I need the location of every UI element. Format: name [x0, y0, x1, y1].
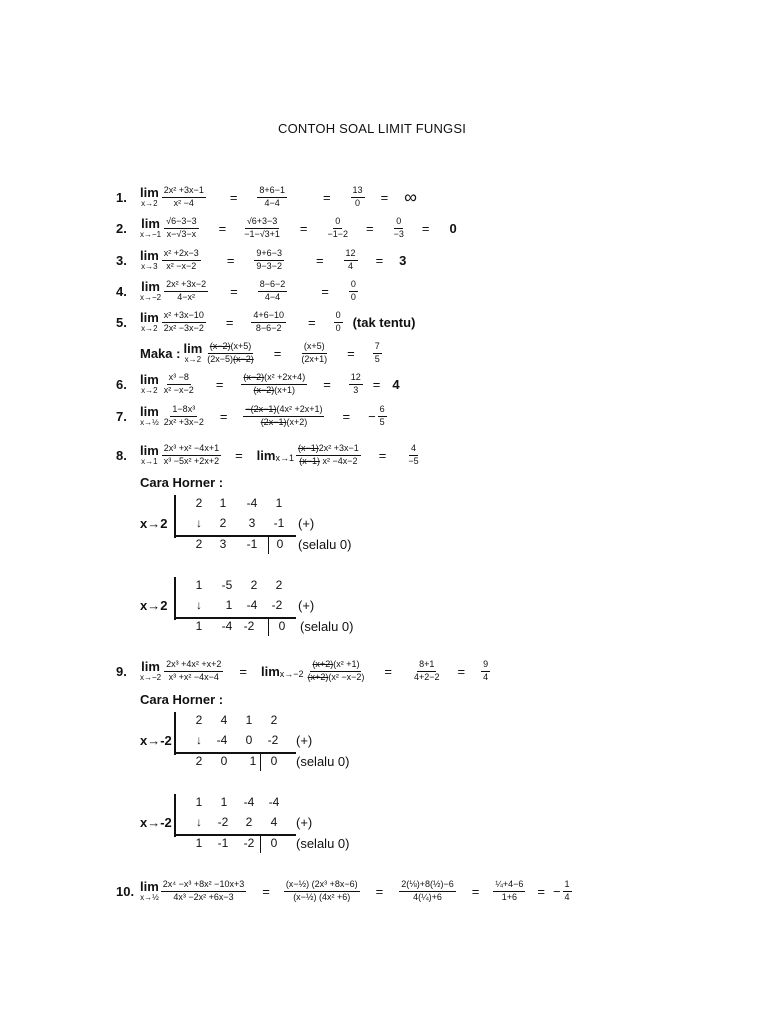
problem-number: 6. [116, 376, 127, 392]
fraction: $\frac{13}{0}$ [352, 185, 363, 208]
fraction: $\frac{\text{x³ −8}}{\text{x² −x−2}}$ [163, 372, 194, 395]
problem-10: 10. lim x→½ $\frac{\text{2x⁴ −x³ +8x² −10x+3}}{\text{4x³ −2x² +6x−3}}$ = $\frac{\text{(x−½) (2x³ +8x−6)}}{\text{(x−½) (4x² +6)}}$ = $\frac{\text{2(⅛)+8(½)−6}}{\text{4(¼)+6}}$ = $\frac{\text{¼+4−6}}{1+6}$ = − $\frac{1}{4}$ [116, 879, 570, 902]
problem-number: 1. [116, 189, 127, 205]
fraction: $\frac{0}{0}$ [350, 279, 356, 302]
limit-operator: lim x→1 [140, 443, 159, 466]
fraction: $\frac{\text{−(2x−1)(4x² +2x+1)}}{(2x-1)(x+2)}$ [245, 404, 323, 427]
limit-operator: lim x→2 [140, 185, 159, 208]
page-title: CONTOH SOAL LIMIT FUNGSI [278, 121, 467, 136]
horner-root: x→-2 [140, 815, 172, 830]
fraction: $\frac{8+6-1}{4-4}$ [259, 185, 285, 208]
fraction: $\frac{12}{3}$ [350, 372, 361, 395]
limit-operator: lim x→2 [183, 341, 203, 364]
problem-9: 9. lim x→−2 $\frac{\text{2x³ +4x² +x+2}}{\text{x³ +x² −4x−4}}$ = lim x→−2 $\frac{\text{(x+2)(x² +1)}}{\text{(x+2)(x² −x−2)}}$ = $\frac{8+1}{4+2-2}$ = $\frac{9}{4}$ [116, 659, 489, 682]
result: 0 [449, 220, 457, 236]
fraction: $\frac{7}{5}$ [374, 341, 380, 364]
fraction: $\frac{(x+5)}{(2x+1)}$ [301, 341, 328, 364]
problem-1: 1. lim x→2 $\frac{\text{2x² +3x−1}}{\text{x² −4}}$ = $\frac{8+6-1}{4-4}$ = $\frac{13}{0}$ = ∞ [116, 185, 417, 208]
fraction: $\frac{1}{4}$ [564, 879, 570, 902]
fraction: $\frac{√6-3-3}{x-√3-x}$ [166, 216, 197, 239]
problem-7: 7. lim x→½ $\frac{\text{1−8x³}}{\text{2x² +3x−2}}$ = $\frac{\text{−(2x−1)(4x² +2x+1)}}{(2x-1)(x+2)}$ = − $\frac{6}{5}$ [116, 404, 385, 427]
fraction: $\frac{12}{4}$ [345, 248, 356, 271]
limit-operator: lim x→−2 [140, 279, 162, 302]
fraction: $\frac{\text{x² +3x−10}}{\text{2x² −3x−2}}$ [163, 310, 204, 333]
problem-number: 2. [116, 220, 127, 236]
fraction: $\frac{4}{-5}$ [408, 443, 419, 466]
horner-label: Cara Horner : [140, 692, 224, 707]
fraction: $\frac{\text{2x³ +4x² +x+2}}{\text{x³ +x² −4x−4}}$ [166, 659, 222, 682]
problem-2: 2. lim x→−1 $\frac{√6-3-3}{x-√3-x}$ = $\frac{√6+3-3}{-1-√3+1}$ = $\frac{0}{-1-2}$ = $\frac{0}{-3}$ = 0 [116, 216, 457, 239]
fraction: $\frac{\text{(x−½) (2x³ +8x−6)}}{\text{(x−½) (4x² +6)}}$ [285, 879, 358, 902]
horner-root: x→2 [140, 598, 168, 613]
fraction: $\frac{6}{5}$ [379, 404, 385, 427]
problem-number: 4. [116, 283, 127, 299]
fraction: $\frac{\text{(x+2)(x² +1)}}{\text{(x+2)(x² −x−2)}}$ [307, 659, 365, 682]
fraction: $\frac{\text{¼+4−6}}{1+6}$ [495, 879, 524, 902]
fraction: $\frac{8-6-2}{4-4}$ [259, 279, 286, 302]
limit-operator: lim x→½ [140, 404, 159, 427]
limit-operator: lim x→−2 [140, 659, 162, 682]
fraction: $\frac{9}{4}$ [483, 659, 489, 682]
problem-number: 9. [116, 663, 127, 679]
note-text: (tak tentu) [352, 314, 416, 330]
problem-number: 10. [116, 883, 135, 899]
problem-6: 6. lim x→2 $\frac{\text{x³ −8}}{\text{x² −x−2}}$ = $\frac{\text{(x−2)(x² +2x+4)}}{(x-2)(x+1)}$ = $\frac{12}{3}$ = 4 [116, 372, 400, 395]
fraction: $\frac{√6+3-3}{-1-√3+1}$ [244, 216, 280, 239]
limit-operator: lim x→−1 [140, 216, 162, 239]
horner-label: Cara Horner : [140, 475, 224, 490]
fraction: $\frac{\text{1−8x³}}{\text{2x² +3x−2}}$ [163, 404, 204, 427]
fraction: $\frac{\text{2x⁴ −x³ +8x² −10x+3}}{\text{4x³ −2x² +6x−3}}$ [162, 879, 245, 902]
problem-4: 4. lim x→−2 $\frac{\text{2x² +3x−2}}{\text{4−x²}}$ = $\frac{8-6-2}{4-4}$ = $\frac{0}{0}$ [116, 279, 356, 302]
fraction: $\frac{0}{-1-2}$ [327, 216, 349, 239]
problem-number: 8. [116, 447, 127, 463]
problem-5-continuation: Maka : lim x→2 $\frac{(x-2)(x+5)}{(2x-5)(x-2)}$ = $\frac{(x+5)}{(2x+1)}$ = $\frac{7}{5}$ [140, 341, 380, 364]
limit-operator: lim x→2 [140, 372, 159, 395]
problem-number: 5. [116, 314, 127, 330]
fraction: $\frac{0}{0}$ [335, 310, 341, 333]
result: 3 [399, 252, 407, 268]
limit-operator: lim x→½ [140, 879, 159, 902]
fraction: $\frac{\text{(x−1)2x² +3x−1}}{\text{(x−1) x² −4x−2}}$ [297, 443, 359, 466]
fraction: $\frac{8+1}{4+2-2}$ [413, 659, 440, 682]
result: ∞ [404, 186, 417, 207]
fraction: $\frac{\text{(x−2)(x² +2x+4)}}{(x-2)(x+1)}$ [243, 372, 306, 395]
limit-operator: lim x→3 [140, 248, 159, 271]
fraction: $\frac{\text{2x² +3x−2}}{\text{4−x²}}$ [166, 279, 207, 302]
problem-number: 3. [116, 252, 127, 268]
fraction: $\frac{0}{-3}$ [393, 216, 404, 239]
fraction: $\frac{\text{2x³ +x² −4x+1}}{\text{x³ −5x² +2x+2}}$ [163, 443, 220, 466]
fraction: $\frac{(x-2)(x+5)}{(2x-5)(x-2)}$ [207, 341, 254, 364]
result: 4 [392, 376, 400, 392]
fraction: $\frac{\text{2(⅛)+8(½)−6}}{\text{4(¼)+6}}$ [401, 879, 454, 902]
fraction: $\frac{\text{2x² +3x−1}}{\text{x² −4}}$ [163, 185, 204, 208]
fraction: $\frac{4+6-10}{8-6-2}$ [253, 310, 284, 333]
problem-5: 5. lim x→2 $\frac{\text{x² +3x−10}}{\text{2x² −3x−2}}$ = $\frac{4+6-10}{8-6-2}$ = $\frac{0}{0}$ (tak tentu) [116, 310, 416, 333]
fraction: $\frac{9+6-3}{9-3-2}$ [256, 248, 282, 271]
fraction: $\frac{\text{x² +2x−3}}{\text{x² −x−2}}$ [163, 248, 199, 271]
problem-number: 7. [116, 408, 127, 424]
horner-root: x→2 [140, 516, 168, 531]
maka-label: Maka : [140, 345, 181, 361]
problem-3: 3. lim x→3 $\frac{\text{x² +2x−3}}{\text{x² −x−2}}$ = $\frac{9+6-3}{9-3-2}$ = $\frac{12}{4}$ = 3 [116, 248, 407, 271]
problem-8: 8. lim x→1 $\frac{\text{2x³ +x² −4x+1}}{\text{x³ −5x² +2x+2}}$ = lim x→1 $\frac{\text{(x−1)2x² +3x−1}}{\text{(x−1) x² −4x−2}}$ = $\frac{4}{-5}$ [116, 443, 419, 466]
horner-root: x→-2 [140, 733, 172, 748]
limit-operator: lim x→2 [140, 310, 159, 333]
